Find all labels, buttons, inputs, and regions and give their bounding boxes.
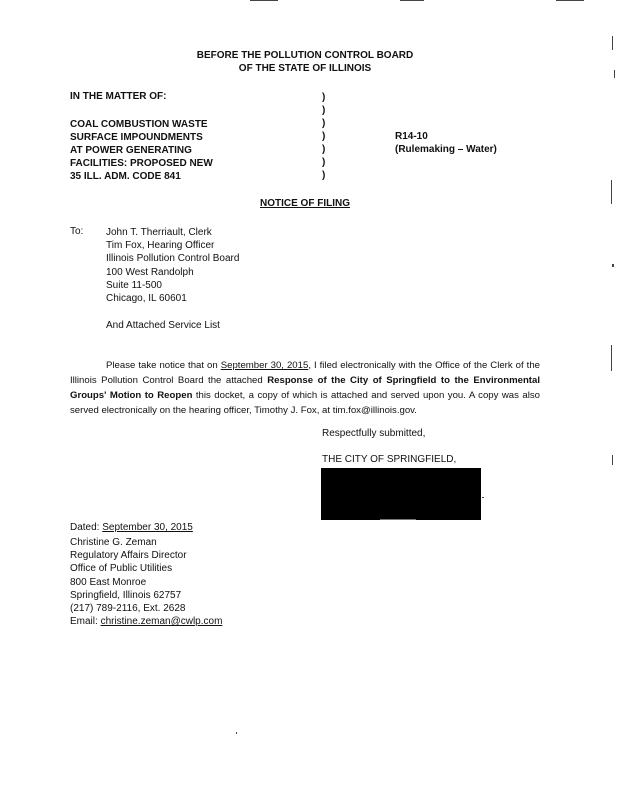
dated-line bbox=[70, 522, 193, 533]
body-text: Please take notice that on bbox=[106, 360, 221, 371]
contact-line: Springfield, Illinois 62757 bbox=[70, 589, 182, 601]
scan-speck bbox=[612, 455, 613, 465]
closing: Respectfully submitted, bbox=[322, 428, 426, 439]
contact-address bbox=[70, 536, 187, 615]
caption-subject-line: COAL COMBUSTION WASTE bbox=[70, 119, 208, 130]
contact-line: Christine G. Zeman bbox=[70, 537, 157, 548]
caption-bracket: ) bbox=[322, 157, 326, 168]
contact-line: Regulatory Affairs Director bbox=[70, 550, 187, 562]
redacted-signature bbox=[321, 468, 481, 520]
recipient-address bbox=[106, 226, 239, 305]
filing-date: September 30, 2015 bbox=[220, 360, 309, 371]
recipient-line: Tim Fox, Hearing Officer bbox=[106, 240, 215, 252]
caption-subject-line: AT POWER GENERATING bbox=[70, 145, 192, 156]
recipient-line: Illinois Pollution Control Board bbox=[106, 253, 240, 265]
party-name: THE CITY OF SPRINGFIELD, bbox=[322, 454, 457, 465]
recipient-line: Suite 11-500 bbox=[106, 279, 162, 291]
board-name-line2: OF THE STATE OF ILLINOIS bbox=[238, 63, 372, 74]
scan-speck bbox=[400, 0, 424, 1]
caption-bracket: ) bbox=[322, 92, 326, 103]
email-link[interactable]: christine.zeman@cwlp.com bbox=[100, 616, 223, 627]
caption-bracket: ) bbox=[322, 144, 326, 155]
caption-bracket: ) bbox=[322, 118, 326, 129]
scan-speck bbox=[612, 36, 613, 50]
contact-line: 800 East Monroe bbox=[70, 576, 147, 588]
dated-value: September 30, 2015 bbox=[102, 522, 193, 533]
caption-brackets bbox=[322, 91, 325, 182]
to-label: To: bbox=[70, 226, 84, 237]
notice-body bbox=[70, 358, 540, 418]
docket-type: (Rulemaking – Water) bbox=[395, 144, 497, 155]
contact-line: Office of Public Utilities bbox=[70, 563, 173, 575]
body-text: this docket, a copy of which is attached and served upon you. A copy was also served electronically on the hearing officer, Timothy J. Fox, at tim.fox@illinois.gov. bbox=[70, 390, 540, 416]
caption-bracket: ) bbox=[322, 105, 326, 116]
contact-line: (217) 789-2116, Ext. 2628 bbox=[70, 603, 186, 615]
docket-number: R14-10 bbox=[395, 131, 428, 142]
email-label: Email: bbox=[70, 616, 101, 627]
notice-title: NOTICE OF FILING bbox=[260, 198, 350, 209]
scan-speck bbox=[614, 70, 615, 78]
email-line bbox=[70, 616, 222, 627]
caption-matter: IN THE MATTER OF: bbox=[70, 91, 167, 102]
caption-subject-line: FACILITIES: PROPOSED NEW bbox=[70, 158, 213, 169]
caption-subject-line: SURFACE IMPOUNDMENTS bbox=[70, 132, 203, 143]
scan-speck bbox=[611, 345, 612, 371]
scan-speck bbox=[556, 0, 584, 1]
dated-label: Dated: bbox=[70, 522, 103, 533]
caption-bracket: ) bbox=[322, 170, 326, 181]
scan-speck bbox=[611, 180, 612, 204]
notice-paragraph bbox=[70, 358, 540, 418]
recipient-line: Chicago, IL 60601 bbox=[106, 293, 187, 305]
scan-speck bbox=[482, 497, 484, 498]
scan-speck bbox=[236, 732, 237, 734]
scan-speck bbox=[612, 264, 614, 267]
scan-speck bbox=[250, 0, 278, 1]
caption-subject-line: 35 ILL. ADM. CODE 841 bbox=[70, 171, 181, 182]
caption-subject bbox=[70, 118, 213, 183]
caption-bracket: ) bbox=[322, 131, 326, 142]
board-name-line1: BEFORE THE POLLUTION CONTROL BOARD bbox=[196, 50, 414, 61]
body-text: , I filed electronically with the Office of the Clerk of the Illinois Pollution Control Board the attached bbox=[70, 360, 540, 386]
service-list-note: And Attached Service List bbox=[106, 320, 220, 331]
scan-speck bbox=[380, 519, 416, 520]
recipient-line: John T. Therriault, Clerk bbox=[106, 227, 212, 238]
document-title: Response of the City of Springfield to the Environmental Groups' Motion to Reopen bbox=[70, 375, 540, 401]
recipient-line: 100 West Randolph bbox=[106, 266, 194, 278]
